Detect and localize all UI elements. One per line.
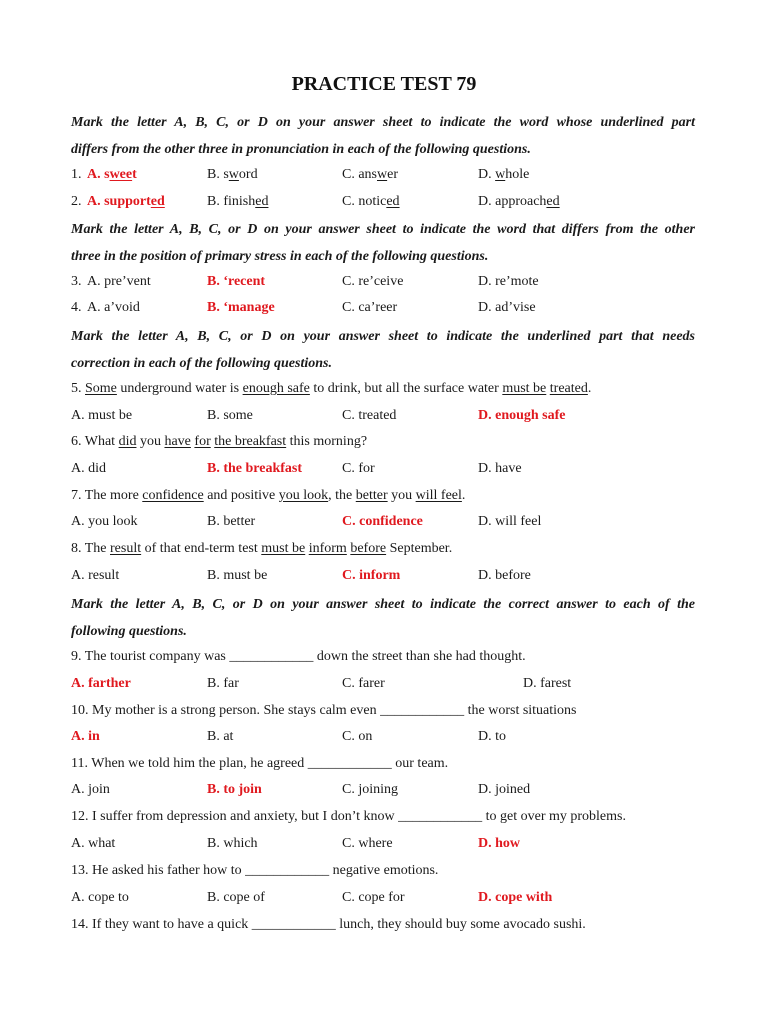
question-stem: 12. I suffer from depression and anxiety, but I don’t know ____________ to get over my problems. (71, 809, 626, 824)
underlined-part: w (228, 167, 239, 182)
option-c: C. joining (342, 782, 399, 797)
option-c: C. where (342, 836, 393, 851)
option-d: D. have (478, 461, 522, 476)
option-b-correct: B. ‘manage (207, 300, 275, 315)
question-stem: 14. If they want to have a quick ____________ lunch, they should buy some avocado sushi. (71, 917, 586, 932)
page-title: PRACTICE TEST 79 (291, 73, 477, 95)
instruction-pronunciation-line-1: Mark the letter A, B, C, or D on your answer sheet to indicate the word whose underlined part (71, 115, 695, 130)
option-a: A. pre’vent (87, 274, 151, 289)
question-stem: 9. The tourist company was ____________ down the street than she had thought. (71, 649, 526, 664)
question-stem: 6. What did you have for the breakfast this morning? (71, 434, 368, 449)
option-c: C. treated (342, 408, 397, 423)
option-b-correct: B. the breakfast (207, 461, 303, 476)
option-a: A. you look (71, 514, 138, 529)
option-a-correct: A. in (71, 729, 100, 744)
option-b-correct: B. to join (207, 782, 262, 797)
underlined-part: ed (386, 194, 400, 209)
option-c: C. ca’reer (342, 300, 398, 315)
question-stem: 7. The more confidence and positive you look, the better you will feel. (71, 488, 466, 503)
underlined-part: ed (546, 194, 560, 209)
option-c: C. cope for (342, 890, 405, 905)
option-c: C. for (342, 461, 375, 476)
option-a: A. cope to (71, 890, 129, 905)
option-d: D. approached (478, 194, 560, 209)
question-number: 2. (71, 194, 82, 209)
option-d: D. farest (523, 676, 572, 691)
option-d: D. re’mote (478, 274, 539, 289)
question-number: 3. (71, 274, 82, 289)
option-a: A. join (71, 782, 110, 797)
option-b: B. must be (207, 568, 268, 583)
option-b: B. cope of (207, 890, 265, 905)
option-b: B. some (207, 408, 253, 423)
option-d: D. joined (478, 782, 531, 797)
option-b: B. sword (207, 167, 258, 182)
option-c: C. on (342, 729, 373, 744)
question-number: 1. (71, 167, 82, 182)
option-d-correct: D. cope with (478, 890, 553, 905)
underlined-part: w (377, 167, 388, 182)
option-a: A. must be (71, 408, 133, 423)
option-a: A. did (71, 461, 106, 476)
option-a-correct: A. farther (71, 676, 131, 691)
underlined-part: ed (150, 194, 165, 209)
question-number: 4. (71, 300, 82, 315)
option-b: B. at (207, 729, 234, 744)
underlined-part: w (495, 167, 506, 182)
option-d: D. whole (478, 167, 530, 182)
option-c: C. noticed (342, 194, 400, 209)
question-stem: 13. He asked his father how to ____________ negative emotions. (71, 863, 439, 878)
instruction-stress-line-2: three in the position of primary stress in each of the following questions. (71, 249, 489, 264)
underlined-part: ed (255, 194, 269, 209)
option-d-correct: D. enough safe (478, 408, 566, 423)
option-d: D. to (478, 729, 506, 744)
option-c: C. farer (342, 676, 385, 691)
question-stem: 10. My mother is a strong person. She stays calm even ____________ the worst situations (71, 703, 577, 718)
option-a-correct: A. supported (87, 194, 165, 209)
option-c: C. re’ceive (342, 274, 404, 289)
option-c-correct: C. confidence (342, 514, 423, 529)
option-b-correct: B. ‘recent (207, 274, 266, 289)
option-b: B. finished (207, 194, 269, 209)
instruction-correct-answer-line-2: following questions. (71, 624, 187, 639)
instruction-stress-line-1: Mark the letter A, B, C, or D on your answer sheet to indicate the word that differs from the other (71, 222, 695, 237)
option-a: A. result (71, 568, 120, 583)
option-d-correct: D. how (478, 836, 521, 851)
option-d: D. before (478, 568, 531, 583)
question-stem: 5. Some underground water is enough safe to drink, but all the surface water must be treated. (71, 381, 592, 396)
question-stem: 11. When we told him the plan, he agreed ____________ our team. (71, 756, 449, 771)
option-b: B. far (207, 676, 239, 691)
instruction-correction-line-1: Mark the letter A, B, C, or D on your answer sheet to indicate the underlined part that needs (71, 329, 695, 344)
instruction-correct-answer-line-1: Mark the letter A, B, C, or D on your answer sheet to indicate the correct answer to each of the (71, 597, 695, 612)
option-a-correct: A. sweet (87, 167, 137, 182)
option-b: B. better (207, 514, 256, 529)
option-c: C. answer (342, 167, 399, 182)
instruction-correction-line-2: correction in each of the following questions. (71, 356, 332, 371)
underlined-part: wee (109, 167, 133, 182)
option-a: A. a’void (87, 300, 140, 315)
instruction-pronunciation-line-2: differs from the other three in pronunciation in each of the following questions. (71, 142, 531, 157)
option-c-correct: C. inform (342, 568, 401, 583)
option-d: D. ad’vise (478, 300, 536, 315)
option-d: D. will feel (478, 514, 542, 529)
question-stem: 8. The result of that end-term test must be inform before September. (71, 541, 453, 556)
option-a: A. what (71, 836, 116, 851)
option-b: B. which (207, 836, 258, 851)
